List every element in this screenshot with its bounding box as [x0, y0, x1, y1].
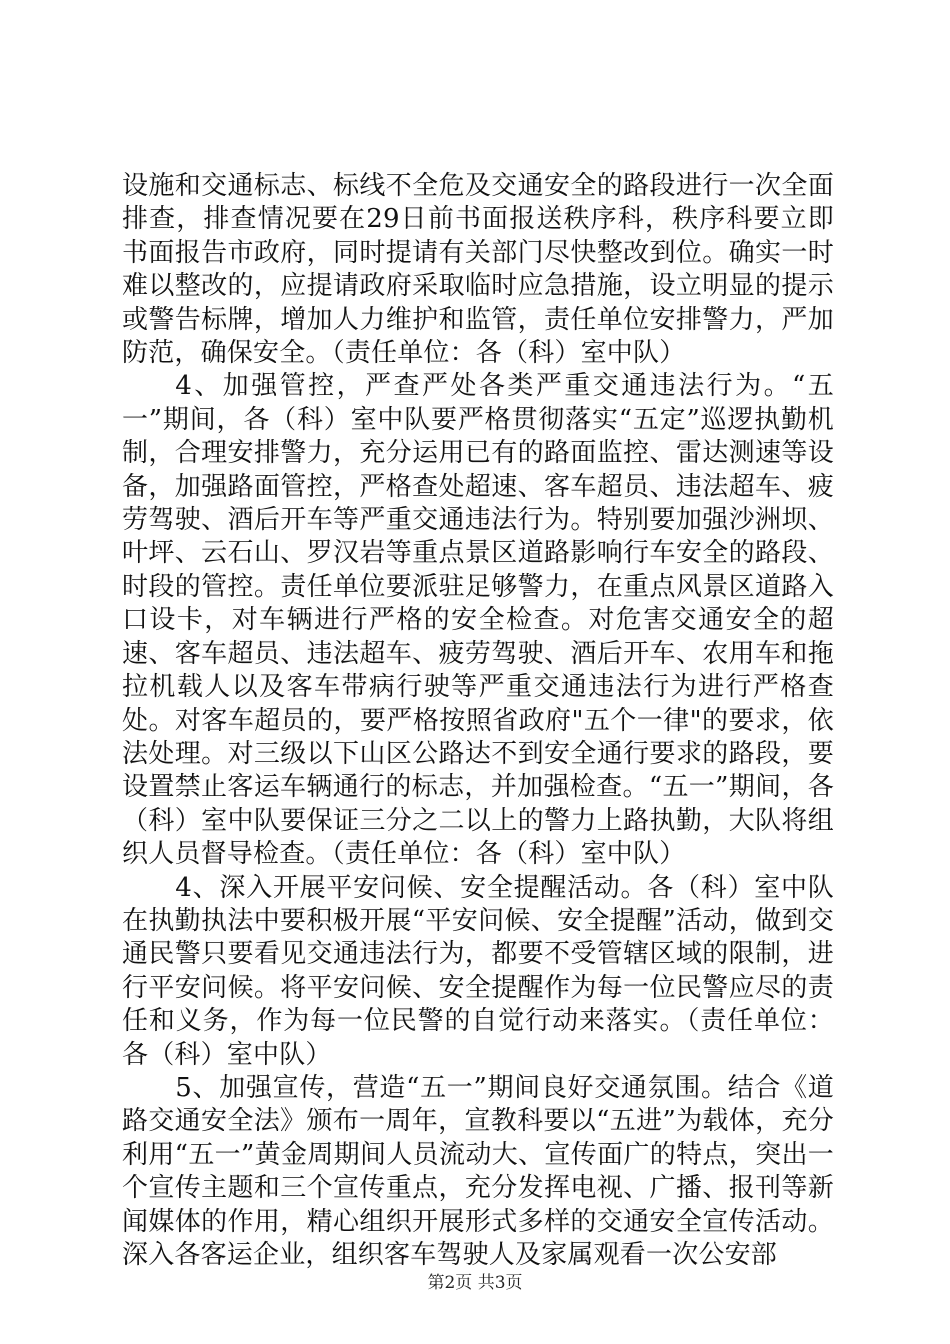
page-footer: 第2页 共3页: [427, 1273, 523, 1293]
paragraph-item-4-enforcement: 4、加强管控，严查严处各类严重交通违法行为。“五一”期间，各（科）室中队要严格贯彻落实“五定”巡逻执勤机制，合理安排警力，充分运用已有的路面监控、雷达测速等设备，加强路面管控，严格查处超速、客车超员、违法超车、疲劳驾驶、酒后开车等严重交通违法行为。特别要加强沙洲坝、叶坪、云石山、罗汉岩等重点景区道路影响行车安全的路段、时段的管控。责任单位要派驻足够警力，在重点风景区道路入口设卡，对车辆进行严格的安全检查。对危害交通安全的超速、客车超员、违法超车、疲劳驾驶、酒后开车、农用车和拖拉机载人以及客车带病行驶等严重交通违法行为进行严格查处。对客车超员的，要严格按照省政府"五个一律"的要求，依法处理。对三级以下山区公路达不到安全通行要求的路段，要设置禁止客运车辆通行的标志，并加强检查。“五一”期间，各（科）室中队要保证三分之二以上的警力上路执勤，大队将组织人员督导检查。（责任单位：各（科）室中队）: [122, 371, 834, 870]
document-body: [122, 170, 834, 1272]
paragraph-continuation: 设施和交通标志、标线不全危及交通安全的路段进行一次全面排查，排查情况要在29日前书面报送秩序科，秩序科要立即书面报告市政府，同时提请有关部门尽快整改到位。确实一时难以整改的，应提请政府采取临时应急措施，设立明显的提示或警告标牌，增加人力维护和监管，责任单位安排警力，严加防范，确保安全。（责任单位：各（科）室中队）: [122, 171, 834, 369]
paragraph-item-4-safety-greeting: 4、深入开展平安问候、安全提醒活动。各（科）室中队在执勤执法中要积极开展“平安问候、安全提醒”活动，做到交通民警只要看见交通违法行为，都要不受管辖区域的限制，进行平安问候。将平安问候、安全提醒作为每一位民警应尽的责任和义务，作为每一位民警的自觉行动来落实。（责任单位：各（科）室中队）: [122, 872, 834, 1070]
paragraph-item-5-publicity: 5、加强宣传，营造“五一”期间良好交通氛围。结合《道路交通安全法》颁布一周年，宣教科要以“五进”为载体，充分利用“五一”黄金周期间人员流动大、宣传面广的特点，突出一个宣传主题和三个宣传重点，充分发挥电视、广播、报刊等新闻媒体的作用，精心组织开展形式多样的交通安全宣传活动。深入各客运企业，组织客车驾驶人及家属观看一次公安部: [122, 1072, 834, 1270]
